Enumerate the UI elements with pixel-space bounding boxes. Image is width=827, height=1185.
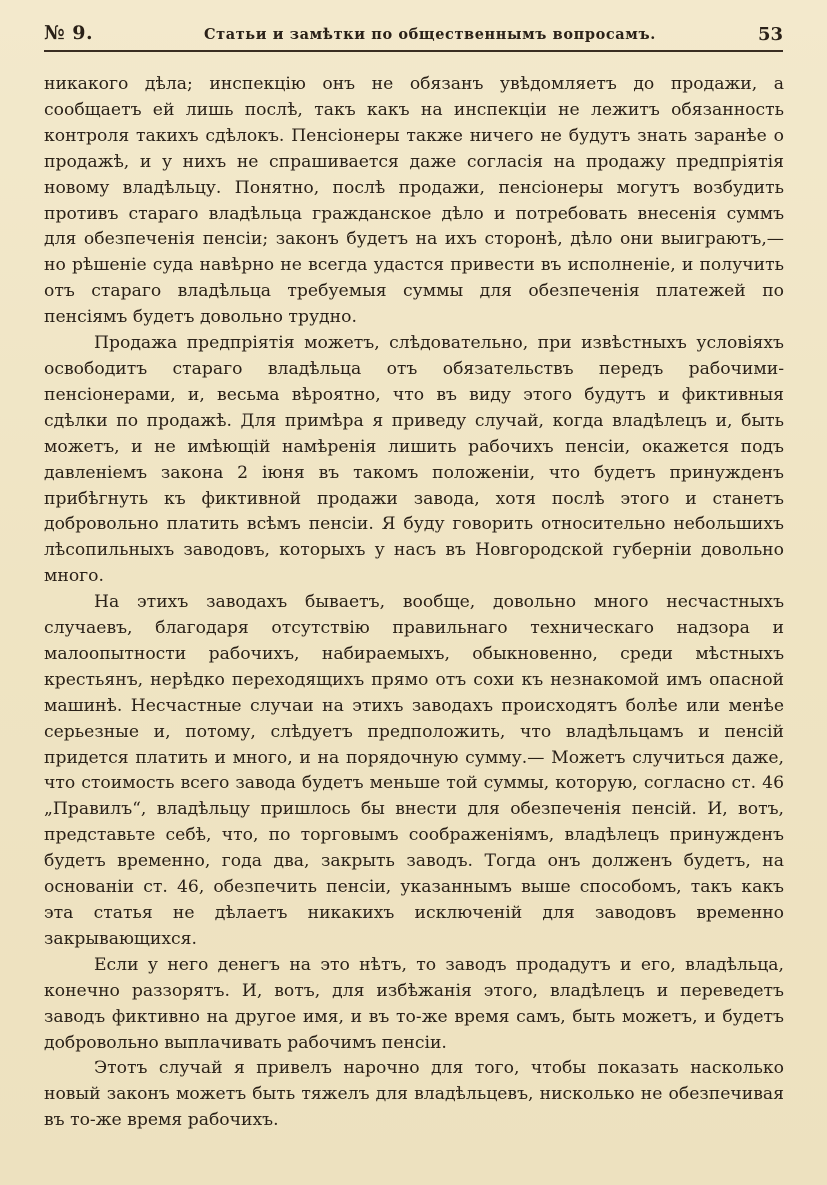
paragraph: Этотъ случай я привелъ нарочно для того, чтобы показать насколько новый законъ можетъ быть тяжелъ для владѣльцевъ, нисколько не обезпечивая въ то-же время рабочихъ. bbox=[44, 1058, 784, 1131]
body-text bbox=[44, 72, 784, 1134]
paragraph: Если у него денегъ на это нѣтъ, то заводъ продадутъ и его, владѣльца, конечно раззорятъ. И, вотъ, для избѣжанія этого, владѣлецъ и переведетъ заводъ фиктивно на другое имя, и въ то-же время самъ, быть можетъ, и будетъ добровольно выплачивать рабочимъ пенсіи. bbox=[44, 954, 784, 1053]
running-header bbox=[44, 22, 783, 52]
paragraph: Продажа предпріятія можетъ, слѣдовательно, при извѣстныхъ условіяхъ освободитъ стараго владѣльца отъ обязательствъ передъ рабочими-пенсіонерами, и, весьма вѣроятно, что въ виду этого будутъ и фиктивныя сдѣлки по продажѣ. Для примѣра я приведу случай, когда владѣлецъ и, быть можетъ, и не имѣющій намѣренія лишить рабочихъ пенсіи, окажется подъ давленіемъ закона 2 іюня въ такомъ положеніи, что будетъ принужденъ прибѣгнуть къ фиктивной продажи завода, хотя послѣ этого и станетъ добровольно платить всѣмъ пенсіи. Я буду говорить относительно небольшихъ лѣсопильныхъ заводовъ, которыхъ у насъ въ Новгородской губерніи довольно много. bbox=[44, 333, 784, 587]
paragraph: На этихъ заводахъ бываетъ, вообще, довольно много несчастныхъ случаевъ, благодаря отсутствію правильнаго техническаго надзора и малоопытности рабочихъ, набираемыхъ, обыкновенно, среди мѣстныхъ крестьянъ, нерѣдко переходящихъ прямо отъ сохи къ незнакомой имъ опасной машинѣ. Несчастные случаи на этихъ заводахъ происходятъ болѣе или менѣе серьезные и, потому, слѣдуетъ предположить, что владѣльцамъ и пенсій придется платить и много, и на порядочную сумму.— Можетъ случиться даже, что стоимость всего завода будетъ меньше той суммы, которую, согласно ст. 46 „Правилъ“, владѣльцу пришлось бы внести для обезпеченія пенсій. И, вотъ, представьте себѣ, что, по торговымъ соображеніямъ, владѣлецъ принужденъ будетъ временно, года два, закрыть заводъ. Тогда онъ долженъ будетъ, на основаніи ст. 46, обезпечить пенсіи, указаннымъ выше способомъ, такъ какъ эта статья не дѣлаетъ никакихъ исключеній для заводовъ временно закрывающихся. bbox=[44, 592, 784, 949]
running-title: Статьи и замѣтки по общественнымъ вопросамъ. bbox=[204, 26, 656, 43]
issue-number: № 9. bbox=[44, 22, 94, 44]
page-number: 53 bbox=[757, 24, 783, 45]
paragraph-continuation: никакого дѣла; инспекцію онъ не обязанъ увѣдомляетъ до продажи, а сообщаетъ ей лишь послѣ, такъ какъ на инспекціи не лежитъ обязанность контроля такихъ сдѣлокъ. Пенсіонеры также ничего не будутъ знать заранѣе о продажѣ, и у нихъ не спрашивается даже согласія на продажу предпріятія новому владѣльцу. Понятно, послѣ продажи, пенсіонеры могутъ возбудить противъ стараго владѣльца гражданское дѣло и потребовать внесенія суммъ для обезпеченія пенсіи; законъ будетъ на ихъ сторонѣ, дѣло они выиграютъ,—но рѣшеніе суда навѣрно не всегда удастся привести въ исполненіе, и получить отъ стараго владѣльца требуемыя суммы для обезпеченія платежей по пенсіямъ будетъ довольно трудно. bbox=[44, 74, 784, 328]
